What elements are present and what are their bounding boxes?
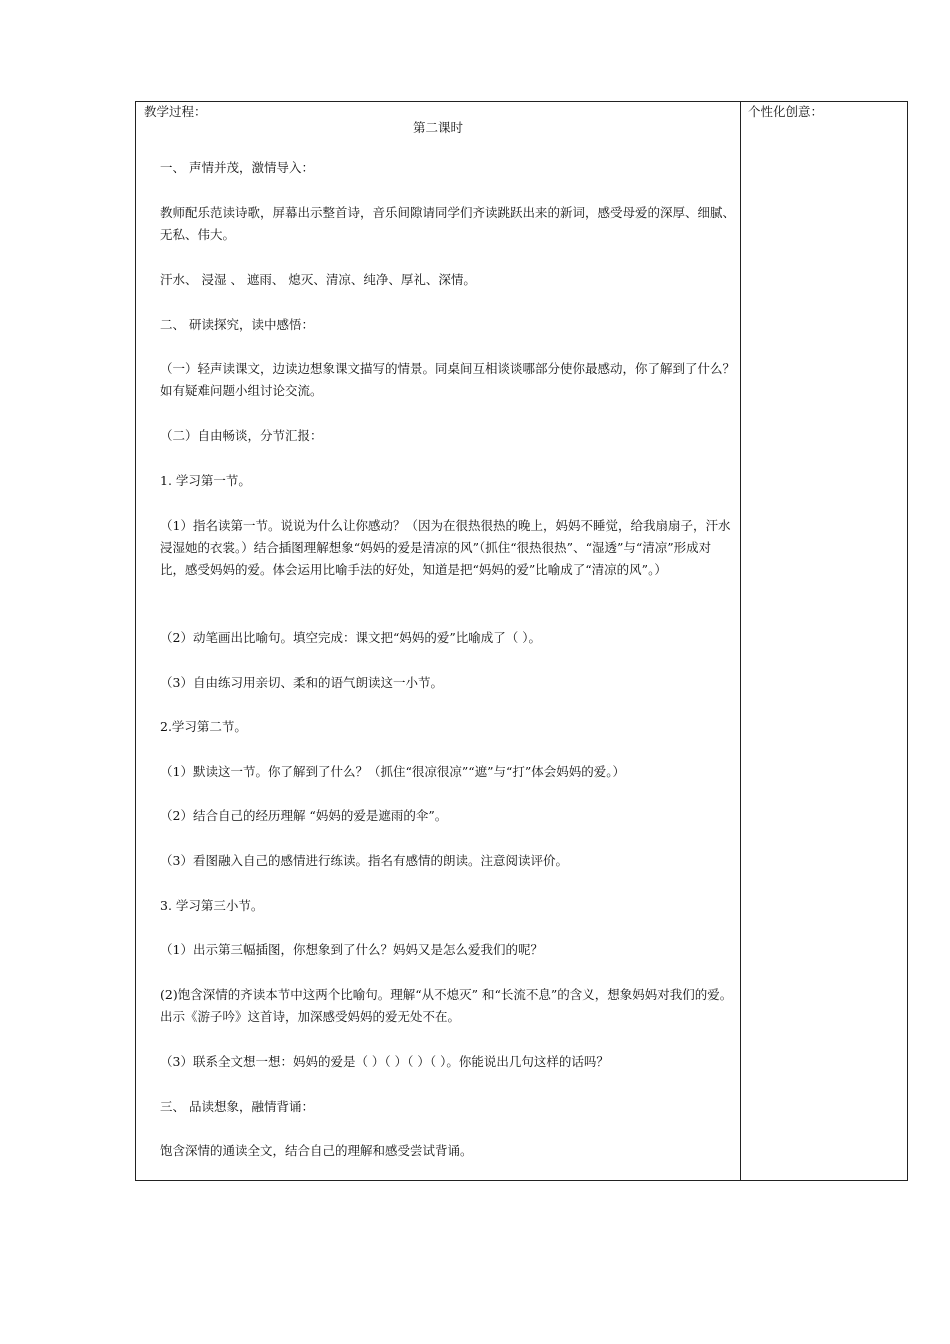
section-heading-1: 一、 声情并茂，激情导入： — [160, 160, 314, 175]
paragraph: （1）默读这一节。你了解到了什么？（抓住“很凉很凉”“遮”与“打”体会妈妈的爱。） — [160, 764, 626, 779]
paragraph: 2.学习第二节。 — [160, 719, 247, 734]
lesson-table — [135, 101, 908, 1181]
paragraph: （3）联系全文想一想：妈妈的爱是（ ）（ ）（ ）（ ）。你能说出几句这样的话吗？ — [160, 1054, 609, 1069]
paragraph: 1. 学习第一节。 — [160, 473, 251, 488]
creativity-header: 个性化创意： — [748, 104, 824, 119]
column-divider — [740, 102, 741, 1180]
paragraph: （1）出示第三幅插图，你想象到了什么？妈妈又是怎么爱我们的呢？ — [160, 942, 543, 957]
paragraph: (2)饱含深情的齐读本节中这两个比喻句。理解“从不熄灭” 和“长流不息”的含义，想象妈妈对我们的爱。出示《游子吟》这首诗，加深感受妈妈的爱无处不在。 — [160, 987, 733, 1024]
section-heading-2: 二、 研读探究，读中感悟： — [160, 317, 314, 332]
paragraph: 教师配乐范读诗歌，屏幕出示整首诗，音乐间隙请同学们齐读跳跃出来的新词，感受母爱的深厚、细腻、无私、伟大。 — [160, 205, 736, 242]
paragraph: 汗水、 浸湿 、 遮雨、 熄灭、清凉、纯净、厚礼、深情。 — [160, 272, 476, 287]
paragraph: （3）自由练习用亲切、柔和的语气朗读这一小节。 — [160, 675, 443, 690]
paragraph: 3. 学习第三小节。 — [160, 898, 264, 913]
paragraph: （3）看图融入自己的感情进行练读。指名有感情的朗读。注意阅读评价。 — [160, 853, 568, 868]
paragraph: （2）动笔画出比喻句。填空完成：课文把“妈妈的爱”比喻成了（ ）。 — [160, 630, 541, 645]
process-header: 教学过程： — [144, 104, 207, 119]
paragraph: （二）自由畅谈，分节汇报： — [160, 428, 323, 443]
section-heading-3: 三、 品读想象，融情背诵： — [160, 1099, 314, 1114]
paragraph: （一）轻声读课文，边读边想象课文描写的情景。同桌间互相谈谈哪部分使你最感动，你了解到了什么？如有疑难问题小组讨论交流。 — [160, 361, 736, 398]
paragraph: （2）结合自己的经历理解 “妈妈的爱是遮雨的伞”。 — [160, 808, 448, 823]
paragraph: 饱含深情的通读全文，结合自己的理解和感受尝试背诵。 — [160, 1143, 473, 1158]
lesson-title: 第二课时 — [412, 120, 463, 135]
paragraph: （1）指名读第一节。说说为什么让你感动？（因为在很热很热的晚上，妈妈不睡觉，给我扇扇子，汗水浸湿她的衣裳。）结合插图理解想象“妈妈的爱是清凉的风”（抓住“很热很热”、“湿透”与“清凉”形成对比，感受妈妈的爱。体会运用比喻手法的好处，知道是把“妈妈的爱”比喻成了“清凉的风”。） — [160, 518, 731, 577]
